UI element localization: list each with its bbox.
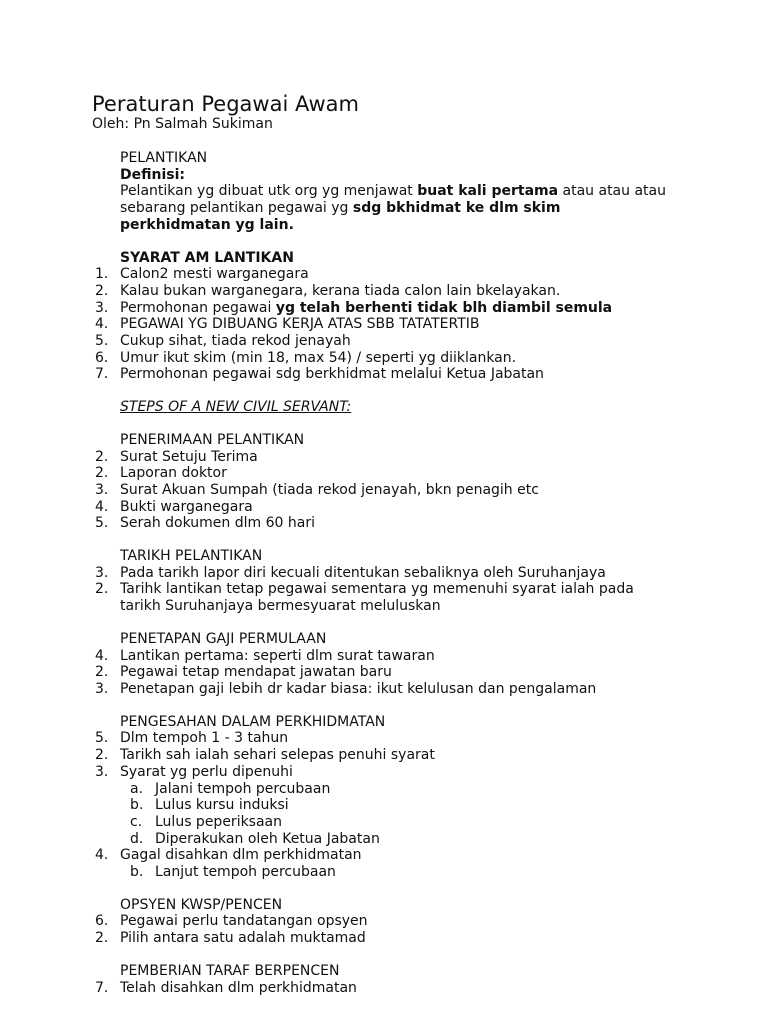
- list-item: 4. Bukti warganegara: [95, 498, 253, 515]
- list-item: 4. PEGAWAI YG DIBUANG KERJA ATAS SBB TATATERTIB: [95, 316, 480, 333]
- sub-list-item: c. Lulus peperiksaan: [130, 813, 283, 830]
- steps-heading: STEPS OF A NEW CIVIL SERVANT:: [120, 399, 352, 416]
- definisi-line-3: perkhidmatan yg lain.: [120, 216, 294, 233]
- sub-list-item: b. Lulus kursu induksi: [130, 797, 289, 814]
- sub-list-item: b. Lanjut tempoh percubaan: [130, 864, 336, 881]
- definisi-line-2: sebarang pelantikan pegawai yg sdg bkhidmat ke dlm skim: [120, 200, 561, 217]
- sub-list-item: a. Jalani tempoh percubaan: [130, 780, 331, 797]
- list-item: 5. Cukup sihat, tiada rekod jenayah: [95, 333, 351, 350]
- document-body: [95, 150, 720, 996]
- list-item: 2. Tarihk lantikan tetap pegawai sementara yg memenuhi syarat ialah pada: [95, 581, 634, 598]
- section-heading-pengesahan: PENGESAHAN DALAM PERKHIDMATAN: [120, 713, 386, 730]
- list-item: 5. Dlm tempoh 1 - 3 tahun: [95, 730, 289, 747]
- list-item: 4. Lantikan pertama: seperti dlm surat tawaran: [95, 647, 435, 664]
- list-item: 1. Calon2 mesti warganegara: [95, 266, 309, 283]
- list-item: 2. Pegawai tetap mendapat jawatan baru: [95, 664, 392, 681]
- list-item: 3. Syarat yg perlu dipenuhi: [95, 763, 293, 780]
- document-title: Peraturan Pegawai Awam: [92, 92, 359, 116]
- section-heading-pemberian: PEMBERIAN TARAF BERPENCEN: [120, 962, 340, 979]
- definisi-line-1: Pelantikan yg dibuat utk org yg menjawat buat kali pertama atau atau atau: [120, 183, 666, 200]
- section-heading-opsyen: OPSYEN KWSP/PENCEN: [120, 896, 283, 913]
- list-item: 6. Pegawai perlu tandatangan opsyen: [95, 913, 368, 930]
- section-heading-tarikh: TARIKH PELANTIKAN: [120, 548, 263, 565]
- list-item: 7. Telah disahkan dlm perkhidmatan: [95, 979, 357, 996]
- list-item: 2. Laporan doktor: [95, 465, 227, 482]
- list-item-continuation: tarikh Suruhanjaya bermesyuarat meluluskan: [120, 598, 441, 615]
- section-heading-syarat: SYARAT AM LANTIKAN: [120, 249, 294, 266]
- list-item: 2. Pilih antara satu adalah muktamad: [95, 930, 366, 947]
- list-item: 3. Penetapan gaji lebih dr kadar biasa: ikut kelulusan dan pengalaman: [95, 680, 597, 697]
- list-item: 2. Kalau bukan warganegara, kerana tiada calon lain bkelayakan.: [95, 282, 561, 299]
- list-item: 7. Permohonan pegawai sdg berkhidmat melalui Ketua Jabatan: [95, 366, 544, 383]
- section-heading-penetapan: PENETAPAN GAJI PERMULAAN: [120, 630, 327, 647]
- list-item: 6. Umur ikut skim (min 18, max 54) / seperti yg diiklankan.: [95, 349, 517, 366]
- section-heading-penerimaan: PENERIMAAN PELANTIKAN: [120, 431, 305, 448]
- list-item: 4. Gagal disahkan dlm perkhidmatan: [95, 847, 362, 864]
- definisi-label: Definisi:: [120, 166, 185, 183]
- sub-list-item: d. Diperakukan oleh Ketua Jabatan: [130, 830, 380, 847]
- list-item: 3. Pada tarikh lapor diri kecuali ditentukan sebaliknya oleh Suruhanjaya: [95, 564, 606, 581]
- list-item: 2. Surat Setuju Terima: [95, 448, 258, 465]
- list-item: 3. Permohonan pegawai yg telah berhenti tidak blh diambil semula: [95, 299, 613, 316]
- list-item: 5. Serah dokumen dlm 60 hari: [95, 515, 315, 532]
- document-author: Oleh: Pn Salmah Sukiman: [92, 116, 273, 132]
- section-heading-pelantikan: PELANTIKAN: [120, 150, 208, 166]
- list-item: 3. Surat Akuan Sumpah (tiada rekod jenayah, bkn penagih etc: [95, 481, 539, 498]
- list-item: 2. Tarikh sah ialah sehari selepas penuhi syarat: [95, 747, 435, 764]
